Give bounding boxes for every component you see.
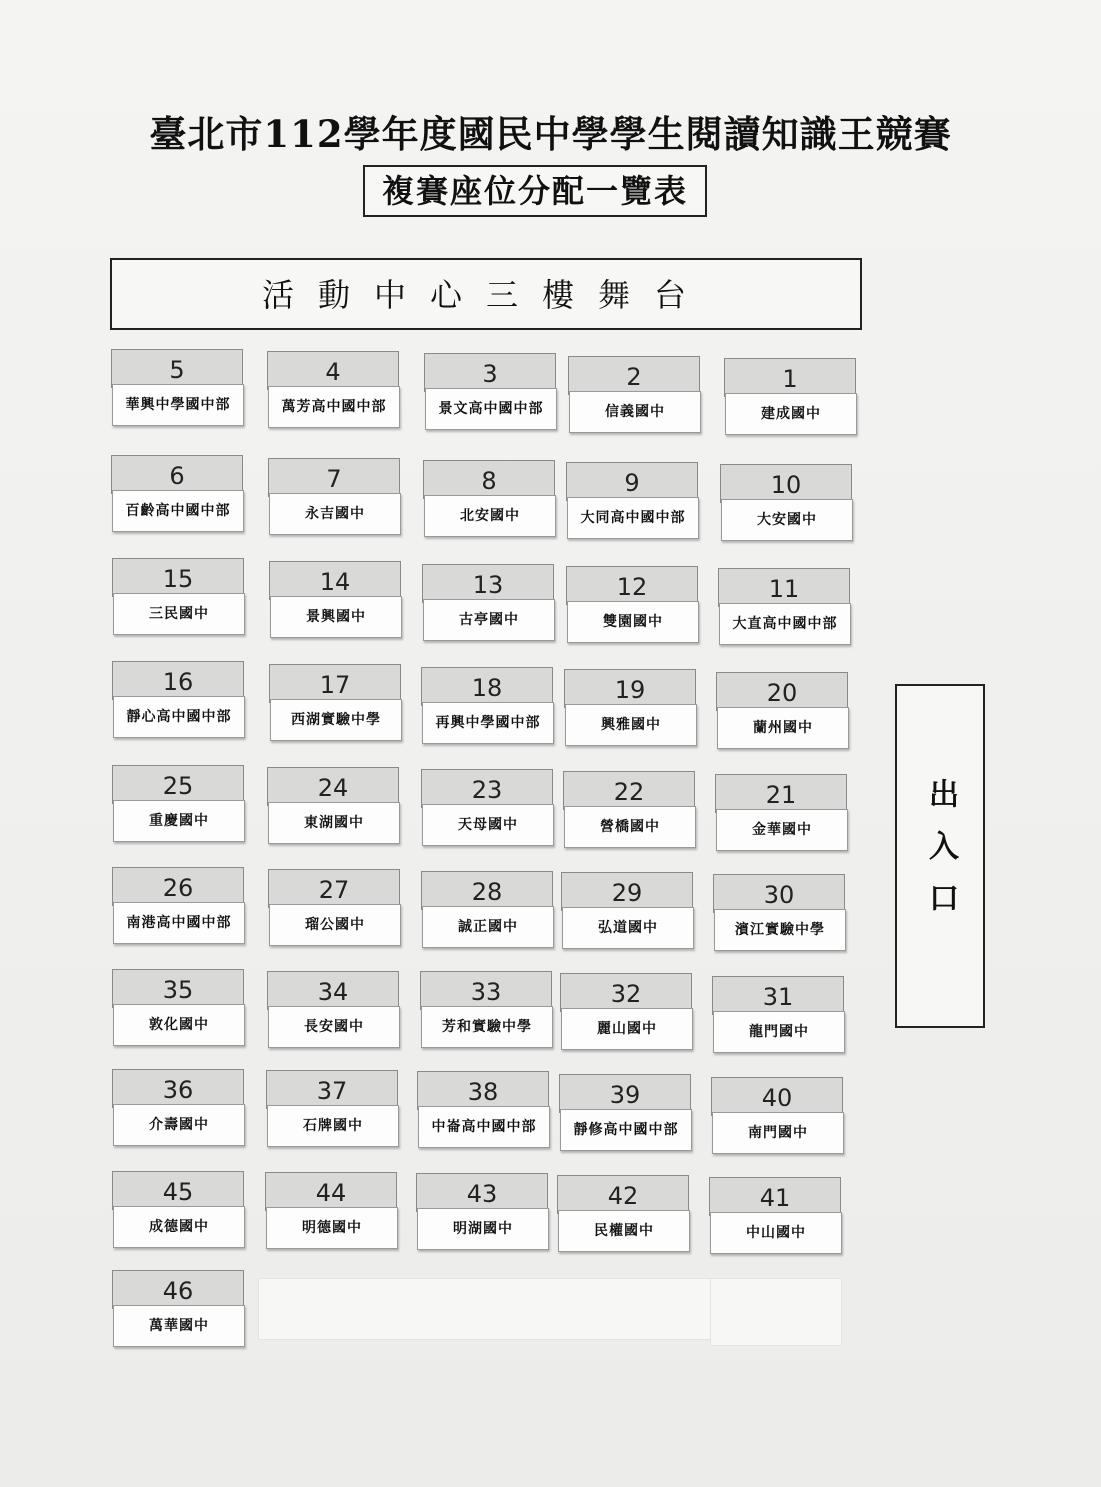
seat-card [268,458,400,536]
seat-number: 5 [111,349,243,388]
seat-school-name: 南港高中國中部 [113,902,245,944]
seat-card [715,774,847,852]
seat-card [112,765,244,843]
seat-card [716,672,848,750]
seat-school-name: 敦化國中 [113,1004,245,1046]
seat-number: 12 [566,566,698,605]
seat-number: 39 [559,1074,691,1113]
seat-number: 16 [112,661,244,700]
seat-number: 7 [268,458,400,497]
seat-school-name: 重慶國中 [113,800,245,842]
seat-number: 15 [112,558,244,597]
seat-card [267,767,399,845]
seat-school-name: 石牌國中 [267,1105,399,1147]
seat-card [724,358,856,436]
seat-card [421,769,553,847]
seat-number: 29 [561,872,693,911]
seat-school-name: 成德國中 [113,1206,245,1248]
seat-number: 38 [417,1071,549,1110]
seat-card [111,455,243,533]
seat-number: 36 [112,1069,244,1108]
seat-school-name: 三民國中 [113,593,245,635]
seat-school-name: 大同高中國中部 [567,497,699,539]
seat-card [422,564,554,642]
seat-school-name: 蘭州國中 [717,707,849,749]
seat-card [711,1077,843,1155]
seat-card [420,971,552,1049]
seat-card [712,976,844,1054]
page-subtitle: 複賽座位分配一覽表 [363,165,707,217]
seat-number: 17 [269,664,401,703]
seat-card [423,460,555,538]
seat-card [265,1172,397,1250]
seat-card [560,973,692,1051]
seat-card [566,566,698,644]
seat-card [557,1175,689,1253]
seat-card [417,1071,549,1149]
seat-number: 14 [269,561,401,600]
seat-number: 35 [112,969,244,1008]
seat-number: 32 [560,973,692,1012]
seat-school-name: 華興中學國中部 [112,384,244,426]
seat-number: 28 [421,871,553,910]
seat-school-name: 景文高中國中部 [425,388,557,430]
seat-school-name: 北安國中 [424,495,556,537]
seat-card [267,971,399,1049]
seat-school-name: 濱江實驗中學 [714,909,846,951]
seat-card [563,771,695,849]
seat-card [416,1173,548,1251]
seat-number: 40 [711,1077,843,1116]
seat-card [424,353,556,431]
seat-number: 45 [112,1171,244,1210]
seat-school-name: 東湖國中 [268,802,400,844]
seat-number: 46 [112,1270,244,1309]
seat-school-name: 明湖國中 [417,1208,549,1250]
seat-school-name: 麗山國中 [561,1008,693,1050]
seat-school-name: 明德國中 [266,1207,398,1249]
seat-card [718,568,850,646]
seat-number: 37 [266,1070,398,1109]
seat-card [269,664,401,742]
seat-card [709,1177,841,1255]
seat-card [112,1069,244,1147]
seat-school-name: 再興中學國中部 [422,702,554,744]
seat-school-name: 芳和實驗中學 [421,1006,553,1048]
seat-school-name: 大直高中國中部 [719,603,851,645]
seat-card [112,969,244,1047]
seat-number: 13 [422,564,554,603]
seat-school-name: 介壽國中 [113,1104,245,1146]
seat-number: 33 [420,971,552,1010]
seat-number: 4 [267,351,399,390]
seat-number: 20 [716,672,848,711]
seat-number: 22 [563,771,695,810]
seat-school-name: 中山國中 [710,1212,842,1254]
seat-school-name: 中崙高中國中部 [418,1106,550,1148]
seat-school-name: 萬華國中 [113,1305,245,1347]
stage-label: 活動中心三樓舞台 [110,258,862,330]
seat-number: 11 [718,568,850,607]
seat-number: 2 [568,356,700,395]
seat-school-name: 古亭國中 [423,599,555,641]
seat-school-name: 弘道國中 [562,907,694,949]
seat-school-name: 大安國中 [721,499,853,541]
seat-school-name: 天母國中 [422,804,554,846]
seat-card [112,1171,244,1249]
exit-label: 出入口 [923,778,958,934]
seat-number: 24 [267,767,399,806]
seat-school-name: 景興國中 [270,596,402,638]
seat-number: 27 [268,869,400,908]
blank-card [710,1278,842,1346]
blank-strip [258,1278,712,1340]
seat-number: 10 [720,464,852,503]
seat-school-name: 長安國中 [268,1006,400,1048]
seat-card [720,464,852,542]
seat-number: 9 [566,462,698,501]
seat-school-name: 雙園國中 [567,601,699,643]
seat-number: 1 [724,358,856,397]
seat-number: 6 [111,455,243,494]
seat-card [713,874,845,952]
seat-card [112,1270,244,1348]
seat-card [566,462,698,540]
seat-school-name: 西湖實驗中學 [270,699,402,741]
seat-school-name: 誠正國中 [422,906,554,948]
seat-number: 44 [265,1172,397,1211]
seat-number: 42 [557,1175,689,1214]
seat-card [568,356,700,434]
seat-card [564,669,696,747]
seat-school-name: 興雅國中 [565,704,697,746]
seat-card [112,867,244,945]
seat-school-name: 瑠公國中 [269,904,401,946]
seat-number: 34 [267,971,399,1010]
seat-school-name: 金華國中 [716,809,848,851]
seat-number: 21 [715,774,847,813]
seat-number: 41 [709,1177,841,1216]
seat-school-name: 營橋國中 [564,806,696,848]
seat-school-name: 靜修高中國中部 [560,1109,692,1151]
seat-number: 8 [423,460,555,499]
seat-school-name: 永吉國中 [269,493,401,535]
seat-school-name: 百齡高中國中部 [112,490,244,532]
exit-box [895,684,985,1028]
seat-card [112,558,244,636]
seat-school-name: 靜心高中國中部 [113,696,245,738]
seat-card [421,667,553,745]
seat-number: 18 [421,667,553,706]
seat-card [268,869,400,947]
seat-card [112,661,244,739]
seat-number: 3 [424,353,556,392]
seat-card [266,1070,398,1148]
seat-school-name: 龍門國中 [713,1011,845,1053]
seat-school-name: 民權國中 [558,1210,690,1252]
seat-card [561,872,693,950]
seat-card [269,561,401,639]
seat-school-name: 萬芳高中國中部 [268,386,400,428]
seat-school-name: 南門國中 [712,1112,844,1154]
seat-number: 19 [564,669,696,708]
seat-card [559,1074,691,1152]
seat-number: 23 [421,769,553,808]
seat-card [421,871,553,949]
seat-card [111,349,243,427]
seat-card [267,351,399,429]
seat-number: 25 [112,765,244,804]
seat-number: 43 [416,1173,548,1212]
page-title: 臺北市112學年度國民中學學生閱讀知識王競賽 [149,112,952,156]
seat-number: 26 [112,867,244,906]
seat-number: 30 [713,874,845,913]
seat-school-name: 建成國中 [725,393,857,435]
seat-school-name: 信義國中 [569,391,701,433]
seat-number: 31 [712,976,844,1015]
